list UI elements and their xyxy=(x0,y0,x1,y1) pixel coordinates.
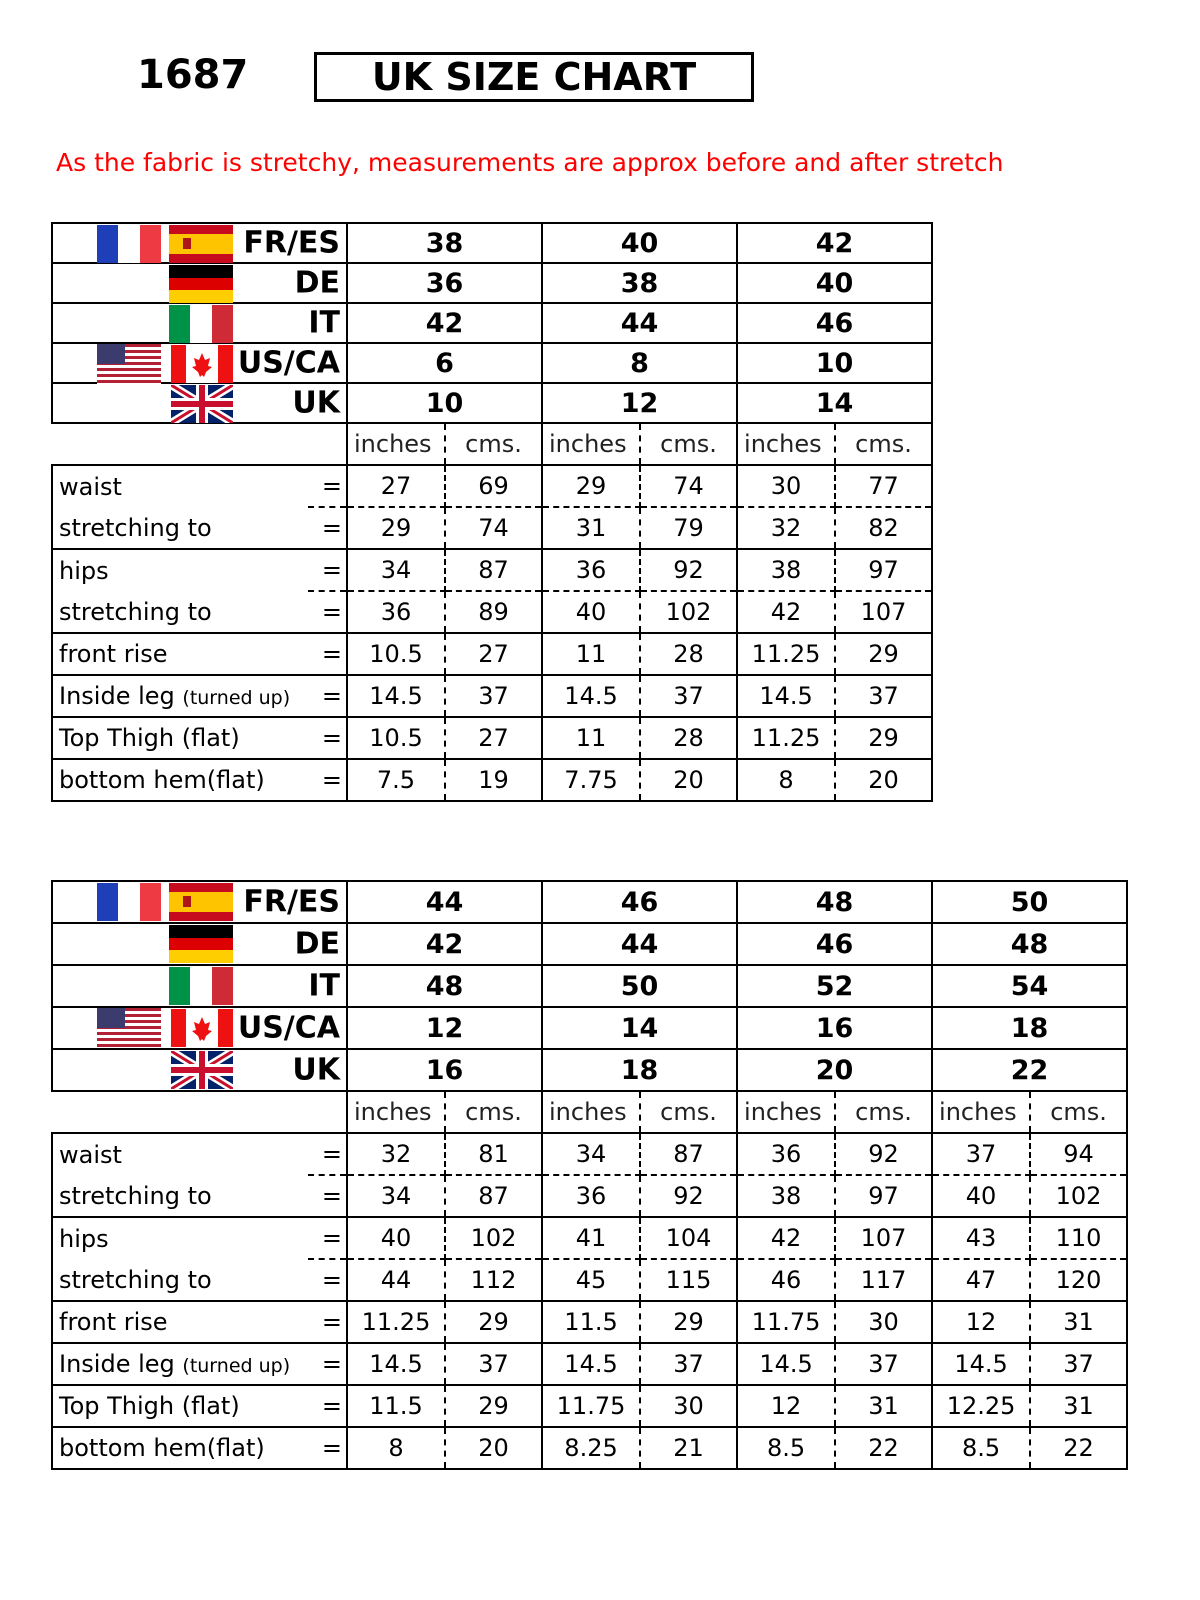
size-value: 14 xyxy=(737,383,932,423)
inches-value: 31 xyxy=(542,507,640,549)
cms-value: 29 xyxy=(445,1301,542,1343)
country-code: US/CA xyxy=(237,345,340,381)
measurement-label-cell xyxy=(52,465,308,507)
size-value: 38 xyxy=(347,223,542,263)
measurement-label: stretching to xyxy=(59,1181,212,1210)
units-row xyxy=(52,1091,1127,1133)
country-row xyxy=(52,223,932,263)
size-value: 44 xyxy=(347,881,542,923)
measurement-label: stretching to xyxy=(59,597,212,626)
inches-value: 11.25 xyxy=(347,1301,445,1343)
equals-sign: = xyxy=(308,1343,347,1385)
inches-value: 14.5 xyxy=(347,675,445,717)
cms-value: 97 xyxy=(835,549,932,591)
inches-value: 12 xyxy=(932,1301,1030,1343)
inches-value: 14.5 xyxy=(347,1343,445,1385)
country-code: IT xyxy=(308,305,340,341)
units-spacer xyxy=(52,1091,347,1133)
size-value: 10 xyxy=(737,343,932,383)
unit-cms-label: cms. xyxy=(465,1098,522,1126)
inches-value: 36 xyxy=(542,549,640,591)
cms-value: 21 xyxy=(640,1427,737,1469)
size-value: 38 xyxy=(542,263,737,303)
equals-sign: = xyxy=(308,591,347,633)
cms-value: 117 xyxy=(835,1259,932,1301)
inches-value: 11.75 xyxy=(737,1301,835,1343)
measurement-label: waist xyxy=(59,472,122,501)
measurement-row xyxy=(52,717,932,759)
equals-sign: = xyxy=(308,717,347,759)
inches-value: 8.25 xyxy=(542,1427,640,1469)
spain-flag xyxy=(169,225,233,267)
size-value: 10 xyxy=(347,383,542,423)
cms-value: 97 xyxy=(835,1175,932,1217)
measurement-label-cell xyxy=(52,1301,308,1343)
equals-sign: = xyxy=(308,675,347,717)
measurement-row xyxy=(52,507,932,549)
inches-value: 37 xyxy=(932,1133,1030,1175)
measurement-row xyxy=(52,1343,1127,1385)
inches-value: 7.75 xyxy=(542,759,640,801)
cms-value: 74 xyxy=(445,507,542,549)
unit-cms-label: cms. xyxy=(660,1098,717,1126)
measurement-row xyxy=(52,675,932,717)
italy-flag xyxy=(169,305,233,347)
product-code: 1687 xyxy=(137,52,249,98)
country-label-cell xyxy=(52,383,347,423)
measurement-label: Top Thigh (flat) xyxy=(59,724,240,752)
country-code: FR/ES xyxy=(243,884,340,920)
cms-value: 37 xyxy=(835,675,932,717)
size-value: 52 xyxy=(737,965,932,1007)
unit-cms-label: cms. xyxy=(465,430,522,458)
inches-value: 8.5 xyxy=(737,1427,835,1469)
inches-value: 11 xyxy=(542,717,640,759)
size-value: 6 xyxy=(347,343,542,383)
cms-value: 31 xyxy=(1030,1301,1127,1343)
france-flag xyxy=(97,225,161,267)
equals-sign: = xyxy=(308,633,347,675)
cms-value: 87 xyxy=(445,1175,542,1217)
inches-value: 11.25 xyxy=(737,717,835,759)
cms-value: 37 xyxy=(640,1343,737,1385)
spain-flag xyxy=(169,883,233,925)
country-label-cell xyxy=(52,923,347,965)
inches-value: 38 xyxy=(737,549,835,591)
measurement-label-cell xyxy=(52,1175,308,1217)
country-code: FR/ES xyxy=(243,225,340,261)
cms-value: 102 xyxy=(445,1217,542,1259)
cms-value: 37 xyxy=(445,675,542,717)
unit-cms-label: cms. xyxy=(835,423,932,465)
inches-value: 14.5 xyxy=(737,675,835,717)
measurement-label: hips xyxy=(59,556,109,585)
country-code: UK xyxy=(292,1052,340,1088)
measurement-row xyxy=(52,465,932,507)
inches-value: 14.5 xyxy=(737,1343,835,1385)
measurement-row xyxy=(52,633,932,675)
cms-value: 69 xyxy=(445,465,542,507)
inches-value: 11 xyxy=(542,633,640,675)
cms-value: 22 xyxy=(835,1427,932,1469)
inches-value: 10.5 xyxy=(347,633,445,675)
size-value: 8 xyxy=(542,343,737,383)
cms-value: 92 xyxy=(640,549,737,591)
measurement-row xyxy=(52,1301,1127,1343)
cms-value: 120 xyxy=(1030,1259,1127,1301)
unit-cms-label: cms. xyxy=(855,1098,912,1126)
country-code: IT xyxy=(308,968,340,1004)
cms-value: 37 xyxy=(445,1343,542,1385)
inches-value: 36 xyxy=(737,1133,835,1175)
cms-value: 27 xyxy=(445,633,542,675)
measurement-label-cell xyxy=(52,549,308,591)
inches-value: 34 xyxy=(347,1175,445,1217)
measurement-label: front rise xyxy=(59,640,168,668)
inches-value: 34 xyxy=(347,549,445,591)
unit-cms-label: cms. xyxy=(1030,1091,1127,1133)
country-code: DE xyxy=(294,265,340,301)
cms-value: 102 xyxy=(640,591,737,633)
size-value: 36 xyxy=(347,263,542,303)
country-code: UK xyxy=(292,385,340,421)
inches-value: 47 xyxy=(932,1259,1030,1301)
page-title-text: UK SIZE CHART xyxy=(371,55,697,99)
inches-value: 10.5 xyxy=(347,717,445,759)
cms-value: 22 xyxy=(1030,1427,1127,1469)
country-label-cell xyxy=(52,1007,347,1049)
country-row xyxy=(52,1007,1127,1049)
unit-inches-label: inches xyxy=(542,423,640,465)
inches-value: 32 xyxy=(737,507,835,549)
measurement-row xyxy=(52,549,932,591)
measurement-label-cell xyxy=(52,1385,308,1427)
measurement-label-cell xyxy=(52,507,308,549)
size-value: 20 xyxy=(737,1049,932,1091)
cms-value: 102 xyxy=(1030,1175,1127,1217)
country-label-cell xyxy=(52,303,347,343)
cms-value: 31 xyxy=(1030,1385,1127,1427)
inches-value: 8 xyxy=(737,759,835,801)
italy-flag xyxy=(169,967,233,1009)
cms-value: 107 xyxy=(835,1217,932,1259)
size-value: 42 xyxy=(737,223,932,263)
size-value: 44 xyxy=(542,923,737,965)
size-value: 50 xyxy=(542,965,737,1007)
equals-sign: = xyxy=(308,759,347,801)
inches-value: 43 xyxy=(932,1217,1030,1259)
inches-value: 12.25 xyxy=(932,1385,1030,1427)
measurement-label-cell xyxy=(52,675,308,717)
measurement-label: Inside leg xyxy=(59,1350,175,1378)
cms-value: 20 xyxy=(835,759,932,801)
cms-value: 29 xyxy=(640,1301,737,1343)
measurement-row xyxy=(52,1259,1127,1301)
uk-flag xyxy=(171,1051,233,1093)
units-spacer xyxy=(52,423,347,465)
measurement-label: waist xyxy=(59,1140,122,1169)
cms-value: 112 xyxy=(445,1259,542,1301)
unit-inches-label: inches xyxy=(737,1091,835,1133)
cms-value: 37 xyxy=(1030,1343,1127,1385)
unit-cms-label: cms. xyxy=(660,430,717,458)
unit-inches-label: inches xyxy=(542,1091,640,1133)
inches-value: 8 xyxy=(347,1427,445,1469)
country-label-cell xyxy=(52,881,347,923)
equals-sign: = xyxy=(308,465,347,507)
inches-value: 40 xyxy=(347,1217,445,1259)
unit-inches-label: inches xyxy=(347,423,445,465)
size-value: 16 xyxy=(737,1007,932,1049)
measurement-label-cell xyxy=(52,1259,308,1301)
inches-value: 11.75 xyxy=(542,1385,640,1427)
france-flag xyxy=(97,883,161,925)
equals-sign: = xyxy=(308,1427,347,1469)
inches-value: 40 xyxy=(932,1175,1030,1217)
measurement-label-cell xyxy=(52,759,308,801)
country-row xyxy=(52,965,1127,1007)
size-value: 46 xyxy=(737,303,932,343)
cms-value: 115 xyxy=(640,1259,737,1301)
size-value: 50 xyxy=(932,881,1127,923)
measurement-row xyxy=(52,1385,1127,1427)
country-label-cell xyxy=(52,343,347,383)
equals-sign: = xyxy=(308,1175,347,1217)
size-value: 42 xyxy=(347,923,542,965)
cms-value: 87 xyxy=(640,1133,737,1175)
measurement-label: stretching to xyxy=(59,513,212,542)
measurement-label: Top Thigh (flat) xyxy=(59,1392,240,1420)
inches-value: 34 xyxy=(542,1133,640,1175)
germany-flag xyxy=(169,265,233,307)
measurement-row xyxy=(52,759,932,801)
cms-value: 92 xyxy=(640,1175,737,1217)
inches-value: 11.25 xyxy=(737,633,835,675)
size-table-2 xyxy=(51,880,1128,1470)
measurement-row xyxy=(52,1427,1127,1469)
measurement-label: Inside leg xyxy=(59,682,175,710)
country-label-cell xyxy=(52,223,347,263)
inches-value: 42 xyxy=(737,1217,835,1259)
cms-value: 37 xyxy=(640,675,737,717)
measurement-label: front rise xyxy=(59,1308,168,1336)
measurement-row xyxy=(52,1133,1127,1175)
size-value: 46 xyxy=(737,923,932,965)
country-code: DE xyxy=(294,926,340,962)
equals-sign: = xyxy=(308,1301,347,1343)
size-value: 12 xyxy=(347,1007,542,1049)
cms-value: 30 xyxy=(835,1301,932,1343)
size-value: 54 xyxy=(932,965,1127,1007)
size-value: 22 xyxy=(932,1049,1127,1091)
inches-value: 29 xyxy=(542,465,640,507)
measurement-label-cell xyxy=(52,1427,308,1469)
size-value: 48 xyxy=(347,965,542,1007)
cms-value: 104 xyxy=(640,1217,737,1259)
size-value: 18 xyxy=(542,1049,737,1091)
measurement-label-cell xyxy=(52,717,308,759)
measurement-label-cell xyxy=(52,1133,308,1175)
cms-value: 94 xyxy=(1030,1133,1127,1175)
cms-value: 110 xyxy=(1030,1217,1127,1259)
inches-value: 46 xyxy=(737,1259,835,1301)
cms-value: 31 xyxy=(835,1385,932,1427)
inches-value: 36 xyxy=(347,591,445,633)
measurement-label-cell xyxy=(52,1217,308,1259)
measurement-sublabel: (turned up) xyxy=(182,687,291,709)
country-row xyxy=(52,881,1127,923)
inches-value: 45 xyxy=(542,1259,640,1301)
inches-value: 11.5 xyxy=(347,1385,445,1427)
country-row xyxy=(52,383,932,423)
cms-value: 37 xyxy=(835,1343,932,1385)
measurement-sublabel: (turned up) xyxy=(182,1355,291,1377)
equals-sign: = xyxy=(308,1259,347,1301)
unit-inches-label: inches xyxy=(932,1091,1030,1133)
inches-value: 30 xyxy=(737,465,835,507)
cms-value: 77 xyxy=(835,465,932,507)
country-row xyxy=(52,303,932,343)
measurement-row xyxy=(52,591,932,633)
stretch-note: As the fabric is stretchy, measurements are approx before and after stretch xyxy=(56,148,1004,177)
measurement-row xyxy=(52,1217,1127,1259)
cms-value: 30 xyxy=(640,1385,737,1427)
inches-value: 29 xyxy=(347,507,445,549)
cms-value: 29 xyxy=(835,717,932,759)
cms-value: 29 xyxy=(835,633,932,675)
country-code: US/CA xyxy=(237,1010,340,1046)
inches-value: 7.5 xyxy=(347,759,445,801)
inches-value: 42 xyxy=(737,591,835,633)
inches-value: 11.5 xyxy=(542,1301,640,1343)
cms-value: 107 xyxy=(835,591,932,633)
cms-value: 29 xyxy=(445,1385,542,1427)
measurement-label-cell xyxy=(52,1343,308,1385)
inches-value: 40 xyxy=(542,591,640,633)
cms-value: 82 xyxy=(835,507,932,549)
country-label-cell xyxy=(52,965,347,1007)
inches-value: 14.5 xyxy=(542,675,640,717)
size-value: 14 xyxy=(542,1007,737,1049)
cms-value: 28 xyxy=(640,633,737,675)
cms-value: 27 xyxy=(445,717,542,759)
unit-inches-label: inches xyxy=(347,1091,445,1133)
equals-sign: = xyxy=(308,549,347,591)
country-row xyxy=(52,1049,1127,1091)
country-row xyxy=(52,263,932,303)
size-value: 18 xyxy=(932,1007,1127,1049)
size-value: 48 xyxy=(932,923,1127,965)
cms-value: 19 xyxy=(445,759,542,801)
measurement-label: bottom hem(flat) xyxy=(59,766,265,794)
usa-flag xyxy=(97,344,161,388)
country-label-cell xyxy=(52,1049,347,1091)
page-title xyxy=(314,52,754,102)
inches-value: 14.5 xyxy=(932,1343,1030,1385)
germany-flag xyxy=(169,925,233,967)
equals-sign: = xyxy=(308,1133,347,1175)
country-row xyxy=(52,343,932,383)
measurement-label: stretching to xyxy=(59,1265,212,1294)
inches-value: 8.5 xyxy=(932,1427,1030,1469)
equals-sign: = xyxy=(308,1385,347,1427)
country-label-cell xyxy=(52,263,347,303)
inches-value: 36 xyxy=(542,1175,640,1217)
inches-value: 14.5 xyxy=(542,1343,640,1385)
inches-value: 38 xyxy=(737,1175,835,1217)
inches-value: 12 xyxy=(737,1385,835,1427)
cms-value: 20 xyxy=(640,759,737,801)
cms-value: 92 xyxy=(835,1133,932,1175)
equals-sign: = xyxy=(308,507,347,549)
inches-value: 32 xyxy=(347,1133,445,1175)
size-value: 42 xyxy=(347,303,542,343)
cms-value: 28 xyxy=(640,717,737,759)
measurement-label-cell xyxy=(52,633,308,675)
unit-inches-label: inches xyxy=(737,423,835,465)
measurement-label: hips xyxy=(59,1224,109,1253)
cms-value: 20 xyxy=(445,1427,542,1469)
uk-flag xyxy=(171,385,233,427)
canada-flag xyxy=(171,345,233,387)
size-value: 48 xyxy=(737,881,932,923)
cms-value: 89 xyxy=(445,591,542,633)
size-value: 44 xyxy=(542,303,737,343)
measurement-label: bottom hem(flat) xyxy=(59,1434,265,1462)
usa-flag xyxy=(97,1008,161,1052)
measurement-row xyxy=(52,1175,1127,1217)
cms-value: 81 xyxy=(445,1133,542,1175)
size-value: 16 xyxy=(347,1049,542,1091)
canada-flag xyxy=(171,1009,233,1051)
size-value: 40 xyxy=(542,223,737,263)
inches-value: 44 xyxy=(347,1259,445,1301)
size-value: 40 xyxy=(737,263,932,303)
inches-value: 41 xyxy=(542,1217,640,1259)
units-row xyxy=(52,423,932,465)
size-value: 12 xyxy=(542,383,737,423)
cms-value: 87 xyxy=(445,549,542,591)
cms-value: 79 xyxy=(640,507,737,549)
country-row xyxy=(52,923,1127,965)
size-value: 46 xyxy=(542,881,737,923)
equals-sign: = xyxy=(308,1217,347,1259)
measurement-label-cell xyxy=(52,591,308,633)
inches-value: 27 xyxy=(347,465,445,507)
cms-value: 74 xyxy=(640,465,737,507)
size-table-1 xyxy=(51,222,933,802)
